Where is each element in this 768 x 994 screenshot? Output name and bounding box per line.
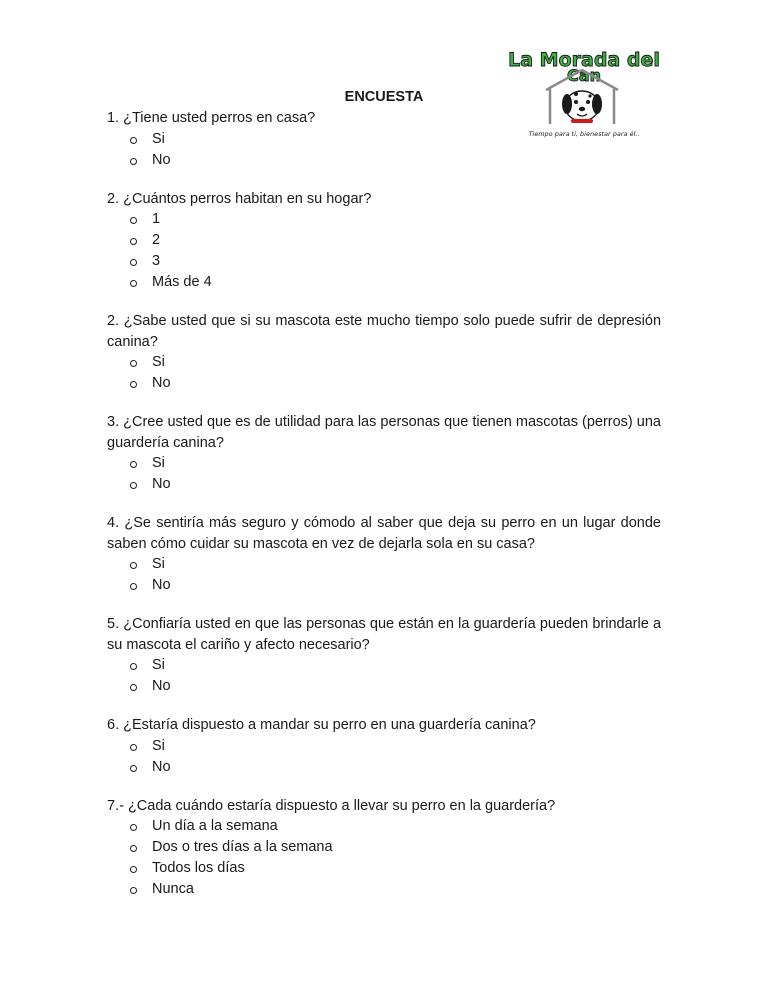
answer-option[interactable] (107, 676, 661, 697)
circle-bullet-icon (130, 360, 137, 367)
option-label: Todos los días (152, 860, 245, 876)
circle-bullet-icon (130, 663, 137, 670)
circle-bullet-icon (130, 744, 137, 751)
option-list (107, 453, 661, 495)
answer-option[interactable] (107, 554, 661, 575)
option-list (107, 736, 661, 778)
question-label: ¿Cree usted que es de utilidad para las personas que tienen mascotas (perros) una guardería canina? (107, 414, 661, 451)
answer-option[interactable] (107, 352, 661, 373)
answer-option[interactable] (107, 230, 661, 251)
question-text (107, 614, 661, 655)
option-label: Si (152, 657, 165, 673)
circle-bullet-icon (130, 562, 137, 569)
question-list (107, 108, 661, 900)
circle-bullet-icon (130, 845, 137, 852)
question-number: 4. (107, 515, 120, 531)
option-label: No (152, 577, 171, 593)
option-list (107, 129, 661, 171)
answer-option[interactable] (107, 757, 661, 778)
question-number: 5. (107, 616, 120, 632)
question-number: 7.- (107, 797, 124, 814)
answer-option[interactable] (107, 655, 661, 676)
circle-bullet-icon (130, 259, 137, 266)
logo-tagline: Tiempo para ti, bienestar para él.. (528, 130, 640, 138)
option-list (107, 816, 661, 900)
question-block (107, 412, 661, 495)
question-label: ¿Cuántos perros habitan en su hogar? (123, 190, 372, 207)
circle-bullet-icon (130, 887, 137, 894)
circle-bullet-icon (130, 583, 137, 590)
option-label: Nunca (152, 881, 194, 897)
answer-option[interactable] (107, 251, 661, 272)
circle-bullet-icon (130, 482, 137, 489)
circle-bullet-icon (130, 824, 137, 831)
question-block (107, 108, 661, 171)
circle-bullet-icon (130, 217, 137, 224)
option-label: No (152, 758, 171, 775)
circle-bullet-icon (130, 866, 137, 873)
option-label: No (152, 678, 171, 694)
question-text (107, 796, 661, 817)
answer-option[interactable] (107, 736, 661, 757)
answer-option[interactable] (107, 272, 661, 293)
question-number: 1. (107, 110, 120, 126)
answer-option[interactable] (107, 453, 661, 474)
question-label: ¿Tiene usted perros en casa? (123, 110, 316, 126)
option-label: No (152, 151, 171, 168)
answer-option[interactable] (107, 858, 661, 879)
logo-text-line2: Can (567, 66, 601, 85)
question-text (107, 311, 661, 352)
question-label: ¿Confiaría usted en que las personas que están en la guardería pueden brindarle a su mascota el cariño y afecto necesario? (107, 616, 662, 653)
question-number: 2. (107, 190, 120, 207)
option-label: Un día a la semana (152, 818, 278, 834)
answer-option[interactable] (107, 837, 661, 858)
option-label: 2 (152, 232, 161, 248)
answer-option[interactable] (107, 150, 661, 171)
question-block (107, 796, 661, 901)
option-list (107, 655, 661, 697)
option-list (107, 554, 661, 596)
option-label: Si (152, 556, 165, 572)
question-number: 6. (107, 717, 120, 733)
circle-bullet-icon (130, 238, 137, 245)
answer-option[interactable] (107, 879, 661, 900)
option-label: Si (152, 737, 165, 754)
option-label: Si (152, 455, 165, 471)
question-text (107, 108, 661, 129)
question-text (107, 189, 661, 210)
question-text (107, 513, 661, 554)
circle-bullet-icon (130, 280, 137, 287)
question-number: 3. (107, 414, 120, 430)
circle-bullet-icon (130, 461, 137, 468)
option-list (107, 209, 661, 293)
question-block (107, 189, 661, 294)
question-text (107, 412, 661, 453)
circle-bullet-icon (130, 381, 137, 388)
question-label: ¿Se sentiría más seguro y cómodo al saber que deja su perro en un lugar donde saben cómo cuidar su mascota en vez de dejarla sola en su casa? (107, 515, 661, 552)
option-label: No (152, 375, 171, 391)
page-title: ENCUESTA (344, 89, 424, 105)
circle-bullet-icon (130, 765, 137, 772)
question-label: ¿Estaría dispuesto a mandar su perro en una guardería canina? (123, 717, 536, 733)
answer-option[interactable] (107, 575, 661, 596)
option-label: Más de 4 (152, 274, 212, 290)
question-block (107, 614, 661, 697)
logo-text-line1: La Morada del (508, 49, 660, 71)
circle-bullet-icon (130, 158, 137, 165)
question-block (107, 513, 661, 596)
option-label: Si (152, 354, 165, 370)
circle-bullet-icon (130, 137, 137, 144)
question-number: 2. (107, 313, 120, 329)
answer-option[interactable] (107, 129, 661, 150)
question-text (107, 715, 661, 736)
answer-option[interactable] (107, 373, 661, 394)
question-block (107, 715, 661, 778)
option-label: 3 (152, 253, 161, 269)
question-label: ¿Cada cuándo estaría dispuesto a llevar su perro en la guardería? (127, 797, 556, 814)
option-label: No (152, 476, 171, 492)
answer-option[interactable] (107, 816, 661, 837)
option-label: Dos o tres días a la semana (152, 839, 333, 855)
option-label: 1 (152, 211, 161, 227)
question-block (107, 311, 661, 394)
circle-bullet-icon (130, 684, 137, 691)
question-label: ¿Sabe usted que si su mascota este mucho tiempo solo puede sufrir de depresión canina? (107, 313, 662, 350)
answer-option[interactable] (107, 474, 661, 495)
option-label: Si (152, 130, 165, 147)
answer-option[interactable] (107, 209, 661, 230)
option-list (107, 352, 661, 394)
